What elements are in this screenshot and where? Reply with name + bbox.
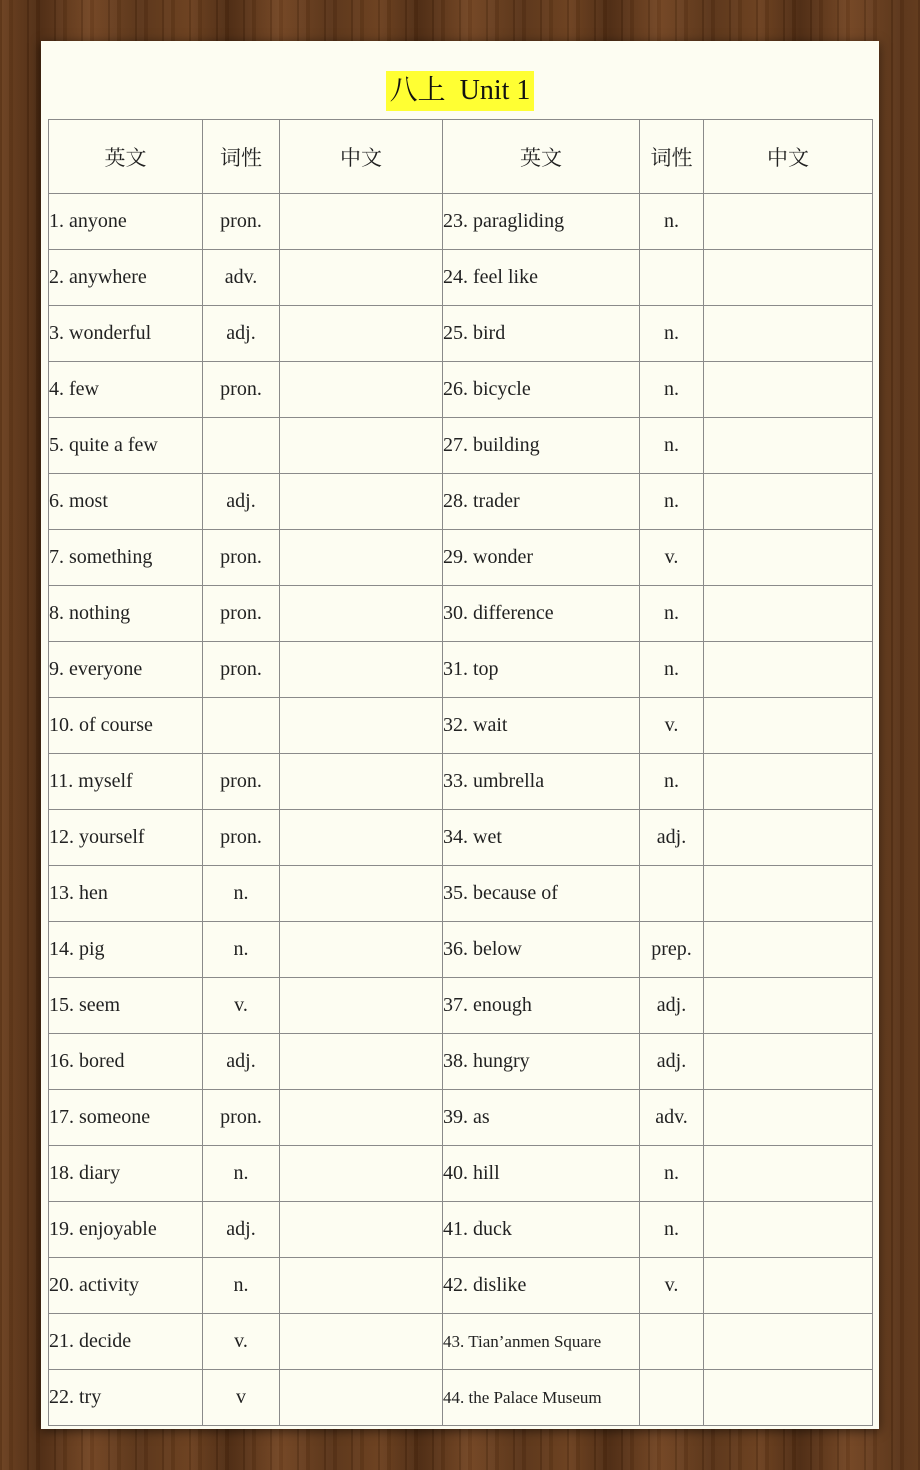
chinese-answer-cell-left[interactable] bbox=[280, 642, 443, 698]
english-word-right: 35. because of bbox=[443, 866, 640, 922]
part-of-speech-right: adj. bbox=[640, 1034, 704, 1090]
english-word-left: 21. decide bbox=[49, 1314, 203, 1370]
chinese-answer-cell-right[interactable] bbox=[704, 866, 873, 922]
part-of-speech-left: pron. bbox=[203, 1090, 280, 1146]
english-word-right: 32. wait bbox=[443, 698, 640, 754]
table-row bbox=[49, 1370, 873, 1426]
english-word-right: 41. duck bbox=[443, 1202, 640, 1258]
chinese-answer-cell-left[interactable] bbox=[280, 586, 443, 642]
english-word-right: 33. umbrella bbox=[443, 754, 640, 810]
chinese-answer-cell-left[interactable] bbox=[280, 1202, 443, 1258]
page-title: 八上 Unit 1 bbox=[386, 71, 535, 111]
part-of-speech-left: pron. bbox=[203, 642, 280, 698]
english-word-left: 16. bored bbox=[49, 1034, 203, 1090]
part-of-speech-left: adj. bbox=[203, 1034, 280, 1090]
table-row bbox=[49, 1034, 873, 1090]
part-of-speech-right: v. bbox=[640, 1258, 704, 1314]
english-word-right: 40. hill bbox=[443, 1146, 640, 1202]
english-word-right: 26. bicycle bbox=[443, 362, 640, 418]
table-row bbox=[49, 530, 873, 586]
part-of-speech-left bbox=[203, 698, 280, 754]
chinese-answer-cell-left[interactable] bbox=[280, 530, 443, 586]
part-of-speech-right: n. bbox=[640, 586, 704, 642]
chinese-answer-cell-left[interactable] bbox=[280, 250, 443, 306]
header-row bbox=[49, 120, 873, 194]
table-row bbox=[49, 250, 873, 306]
table-row bbox=[49, 306, 873, 362]
worksheet-page bbox=[41, 41, 879, 1429]
english-word-right: 27. building bbox=[443, 418, 640, 474]
part-of-speech-right: n. bbox=[640, 362, 704, 418]
table-row bbox=[49, 194, 873, 250]
chinese-answer-cell-right[interactable] bbox=[704, 1314, 873, 1370]
chinese-answer-cell-left[interactable] bbox=[280, 698, 443, 754]
chinese-answer-cell-right[interactable] bbox=[704, 1258, 873, 1314]
part-of-speech-right: n. bbox=[640, 1146, 704, 1202]
table-row bbox=[49, 978, 873, 1034]
header-english-right: 英文 bbox=[443, 120, 640, 194]
english-word-right: 29. wonder bbox=[443, 530, 640, 586]
chinese-answer-cell-right[interactable] bbox=[704, 978, 873, 1034]
english-word-left: 6. most bbox=[49, 474, 203, 530]
table-row bbox=[49, 362, 873, 418]
part-of-speech-left: v. bbox=[203, 978, 280, 1034]
chinese-answer-cell-left[interactable] bbox=[280, 1314, 443, 1370]
english-word-right: 31. top bbox=[443, 642, 640, 698]
chinese-answer-cell-right[interactable] bbox=[704, 418, 873, 474]
part-of-speech-right bbox=[640, 866, 704, 922]
chinese-answer-cell-right[interactable] bbox=[704, 754, 873, 810]
table-row bbox=[49, 642, 873, 698]
english-word-right: 36. below bbox=[443, 922, 640, 978]
english-word-right: 38. hungry bbox=[443, 1034, 640, 1090]
header-english-left: 英文 bbox=[49, 120, 203, 194]
chinese-answer-cell-left[interactable] bbox=[280, 1258, 443, 1314]
chinese-answer-cell-right[interactable] bbox=[704, 698, 873, 754]
part-of-speech-right: adj. bbox=[640, 978, 704, 1034]
part-of-speech-right: n. bbox=[640, 754, 704, 810]
english-word-left: 10. of course bbox=[49, 698, 203, 754]
english-word-right: 25. bird bbox=[443, 306, 640, 362]
english-word-right: 42. dislike bbox=[443, 1258, 640, 1314]
chinese-answer-cell-left[interactable] bbox=[280, 810, 443, 866]
chinese-answer-cell-right[interactable] bbox=[704, 1370, 873, 1426]
part-of-speech-right: v. bbox=[640, 698, 704, 754]
header-pos-left: 词性 bbox=[203, 120, 280, 194]
table-row bbox=[49, 698, 873, 754]
part-of-speech-left: pron. bbox=[203, 362, 280, 418]
english-word-right: 28. trader bbox=[443, 474, 640, 530]
english-word-left: 5. quite a few bbox=[49, 418, 203, 474]
english-word-left: 7. something bbox=[49, 530, 203, 586]
english-word-right: 43. Tian’anmen Square bbox=[443, 1314, 640, 1370]
part-of-speech-left: adj. bbox=[203, 1202, 280, 1258]
english-word-left: 18. diary bbox=[49, 1146, 203, 1202]
part-of-speech-left: adj. bbox=[203, 474, 280, 530]
english-word-left: 2. anywhere bbox=[49, 250, 203, 306]
chinese-answer-cell-right[interactable] bbox=[704, 530, 873, 586]
chinese-answer-cell-left[interactable] bbox=[280, 474, 443, 530]
part-of-speech-left: v. bbox=[203, 1314, 280, 1370]
header-chinese-left: 中文 bbox=[280, 120, 443, 194]
table-row bbox=[49, 418, 873, 474]
chinese-answer-cell-right[interactable] bbox=[704, 250, 873, 306]
chinese-answer-cell-left[interactable] bbox=[280, 194, 443, 250]
part-of-speech-right: n. bbox=[640, 418, 704, 474]
part-of-speech-right bbox=[640, 250, 704, 306]
part-of-speech-right: adj. bbox=[640, 810, 704, 866]
vocabulary-rows bbox=[49, 194, 873, 1426]
part-of-speech-right: v. bbox=[640, 530, 704, 586]
vocabulary-table bbox=[48, 119, 873, 1426]
part-of-speech-left: n. bbox=[203, 922, 280, 978]
english-word-right: 37. enough bbox=[443, 978, 640, 1034]
chinese-answer-cell-right[interactable] bbox=[704, 1034, 873, 1090]
header-pos-right: 词性 bbox=[640, 120, 704, 194]
chinese-answer-cell-left[interactable] bbox=[280, 362, 443, 418]
header-chinese-right: 中文 bbox=[704, 120, 873, 194]
part-of-speech-left: pron. bbox=[203, 586, 280, 642]
part-of-speech-right: prep. bbox=[640, 922, 704, 978]
part-of-speech-left: n. bbox=[203, 1258, 280, 1314]
english-word-left: 19. enjoyable bbox=[49, 1202, 203, 1258]
chinese-answer-cell-right[interactable] bbox=[704, 922, 873, 978]
english-word-left: 3. wonderful bbox=[49, 306, 203, 362]
chinese-answer-cell-left[interactable] bbox=[280, 1370, 443, 1426]
chinese-answer-cell-right[interactable] bbox=[704, 1090, 873, 1146]
english-word-right: 44. the Palace Museum bbox=[443, 1370, 640, 1426]
part-of-speech-left: adv. bbox=[203, 250, 280, 306]
chinese-answer-cell-right[interactable] bbox=[704, 306, 873, 362]
chinese-answer-cell-left[interactable] bbox=[280, 306, 443, 362]
english-word-left: 9. everyone bbox=[49, 642, 203, 698]
english-word-left: 1. anyone bbox=[49, 194, 203, 250]
english-word-left: 22. try bbox=[49, 1370, 203, 1426]
table-row bbox=[49, 1146, 873, 1202]
english-word-left: 17. someone bbox=[49, 1090, 203, 1146]
chinese-answer-cell-right[interactable] bbox=[704, 1146, 873, 1202]
chinese-answer-cell-right[interactable] bbox=[704, 642, 873, 698]
table-row bbox=[49, 922, 873, 978]
chinese-answer-cell-left[interactable] bbox=[280, 978, 443, 1034]
chinese-answer-cell-left[interactable] bbox=[280, 1034, 443, 1090]
part-of-speech-right: n. bbox=[640, 306, 704, 362]
part-of-speech-left: n. bbox=[203, 1146, 280, 1202]
english-word-right: 30. difference bbox=[443, 586, 640, 642]
chinese-answer-cell-right[interactable] bbox=[704, 1202, 873, 1258]
table-row bbox=[49, 1090, 873, 1146]
english-word-left: 20. activity bbox=[49, 1258, 203, 1314]
chinese-answer-cell-left[interactable] bbox=[280, 866, 443, 922]
chinese-answer-cell-left[interactable] bbox=[280, 1146, 443, 1202]
table-row bbox=[49, 1314, 873, 1370]
part-of-speech-left: pron. bbox=[203, 194, 280, 250]
chinese-answer-cell-left[interactable] bbox=[280, 922, 443, 978]
english-word-left: 4. few bbox=[49, 362, 203, 418]
part-of-speech-left: n. bbox=[203, 866, 280, 922]
chinese-answer-cell-left[interactable] bbox=[280, 418, 443, 474]
english-word-right: 39. as bbox=[443, 1090, 640, 1146]
chinese-answer-cell-right[interactable] bbox=[704, 586, 873, 642]
part-of-speech-left: pron. bbox=[203, 530, 280, 586]
english-word-left: 15. seem bbox=[49, 978, 203, 1034]
table-row bbox=[49, 586, 873, 642]
table-row bbox=[49, 810, 873, 866]
table-row bbox=[49, 866, 873, 922]
part-of-speech-right: n. bbox=[640, 642, 704, 698]
english-word-left: 12. yourself bbox=[49, 810, 203, 866]
english-word-left: 8. nothing bbox=[49, 586, 203, 642]
english-word-left: 11. myself bbox=[49, 754, 203, 810]
chinese-answer-cell-right[interactable] bbox=[704, 194, 873, 250]
part-of-speech-right: adv. bbox=[640, 1090, 704, 1146]
part-of-speech-right bbox=[640, 1370, 704, 1426]
part-of-speech-left: adj. bbox=[203, 306, 280, 362]
part-of-speech-left: pron. bbox=[203, 754, 280, 810]
chinese-answer-cell-right[interactable] bbox=[704, 474, 873, 530]
part-of-speech-left: pron. bbox=[203, 810, 280, 866]
table-row bbox=[49, 474, 873, 530]
table-row bbox=[49, 1202, 873, 1258]
part-of-speech-left: v bbox=[203, 1370, 280, 1426]
english-word-left: 13. hen bbox=[49, 866, 203, 922]
part-of-speech-left bbox=[203, 418, 280, 474]
chinese-answer-cell-right[interactable] bbox=[704, 362, 873, 418]
table-row bbox=[49, 754, 873, 810]
table-row bbox=[49, 1258, 873, 1314]
part-of-speech-right: n. bbox=[640, 1202, 704, 1258]
chinese-answer-cell-left[interactable] bbox=[280, 754, 443, 810]
title-container bbox=[41, 71, 879, 111]
chinese-answer-cell-right[interactable] bbox=[704, 810, 873, 866]
part-of-speech-right: n. bbox=[640, 194, 704, 250]
part-of-speech-right bbox=[640, 1314, 704, 1370]
english-word-right: 24. feel like bbox=[443, 250, 640, 306]
part-of-speech-right: n. bbox=[640, 474, 704, 530]
english-word-left: 14. pig bbox=[49, 922, 203, 978]
chinese-answer-cell-left[interactable] bbox=[280, 1090, 443, 1146]
english-word-right: 34. wet bbox=[443, 810, 640, 866]
english-word-right: 23. paragliding bbox=[443, 194, 640, 250]
